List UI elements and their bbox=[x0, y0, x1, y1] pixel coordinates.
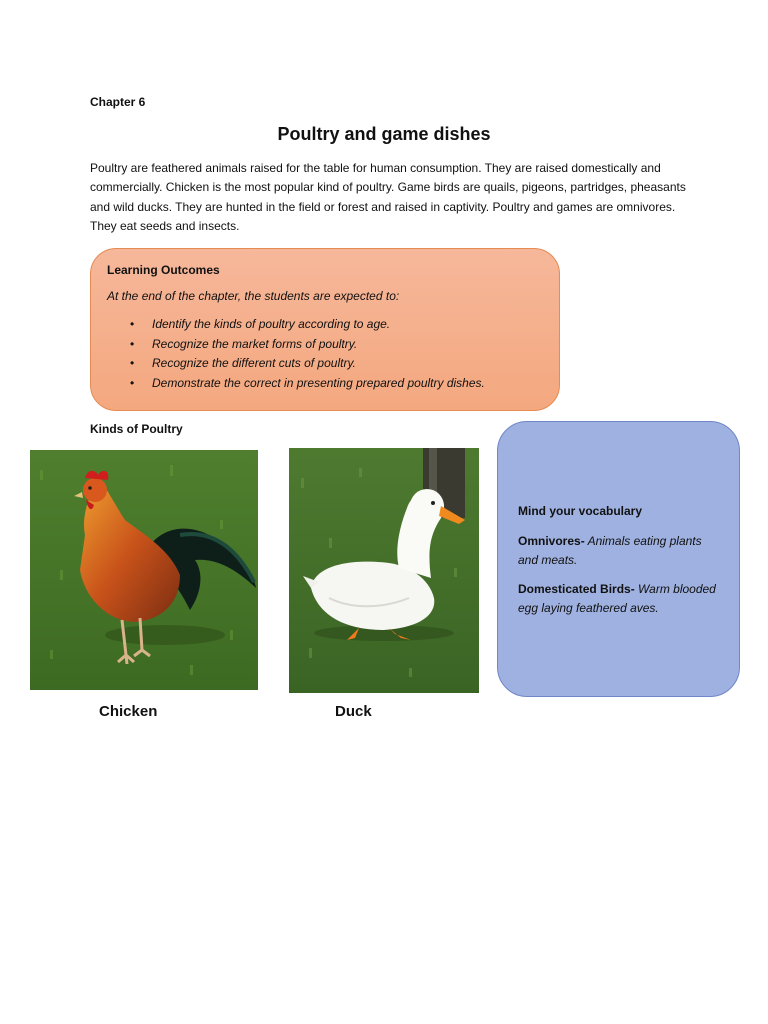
list-item: • Demonstrate the correct in presenting prepared poultry dishes. bbox=[107, 374, 543, 394]
bullet-icon: • bbox=[130, 375, 135, 390]
vocabulary-definition: Warm blooded egg laying feathered aves. bbox=[518, 582, 716, 615]
learning-outcomes-title: Learning Outcomes bbox=[107, 263, 220, 277]
learning-outcomes-list bbox=[107, 315, 543, 393]
vocabulary-definition: Animals eating plants and meats. bbox=[518, 534, 702, 567]
intro-paragraph: Poultry are feathered animals raised for the table for human consumption. They are raised domestically and commercially. Chicken is the most popular kind of poultry. Game birds are quails, pigeons, partridges, pheasants and wild ducks. They are hunted in the field or forest and raised in captivity. Poultry and games are omnivores. They eat seeds and insects. bbox=[90, 161, 686, 233]
list-item: • Recognize the different cuts of poultry. bbox=[107, 354, 543, 374]
chicken-caption: Chicken bbox=[99, 703, 158, 720]
bullet-icon: • bbox=[130, 356, 135, 370]
learning-outcomes-intro: At the end of the chapter, the students are expected to: bbox=[107, 289, 400, 303]
bullet-icon: • bbox=[130, 317, 135, 331]
duck-photo bbox=[289, 448, 479, 693]
kinds-heading: Kinds of Poultry bbox=[90, 422, 183, 436]
vocabulary-entry-domesticated-birds bbox=[518, 580, 719, 618]
list-item: • Recognize the market forms of poultry. bbox=[107, 335, 543, 355]
vocabulary-term: Omnivores- bbox=[518, 534, 585, 548]
chapter-label: Chapter 6 bbox=[90, 95, 146, 109]
list-item: • Identify the kinds of poultry according to age. bbox=[107, 315, 543, 335]
vocabulary-entry-omnivores bbox=[518, 532, 719, 570]
rooster-photo bbox=[30, 450, 258, 690]
learning-outcomes-box bbox=[90, 248, 560, 411]
page-title: Poultry and game dishes bbox=[277, 124, 491, 144]
bullet-icon: • bbox=[130, 336, 135, 351]
vocabulary-title: Mind your vocabulary bbox=[518, 504, 643, 518]
duck-caption: Duck bbox=[335, 703, 372, 720]
vocabulary-term: Domesticated Birds- bbox=[518, 582, 635, 596]
vocabulary-box bbox=[497, 421, 740, 697]
